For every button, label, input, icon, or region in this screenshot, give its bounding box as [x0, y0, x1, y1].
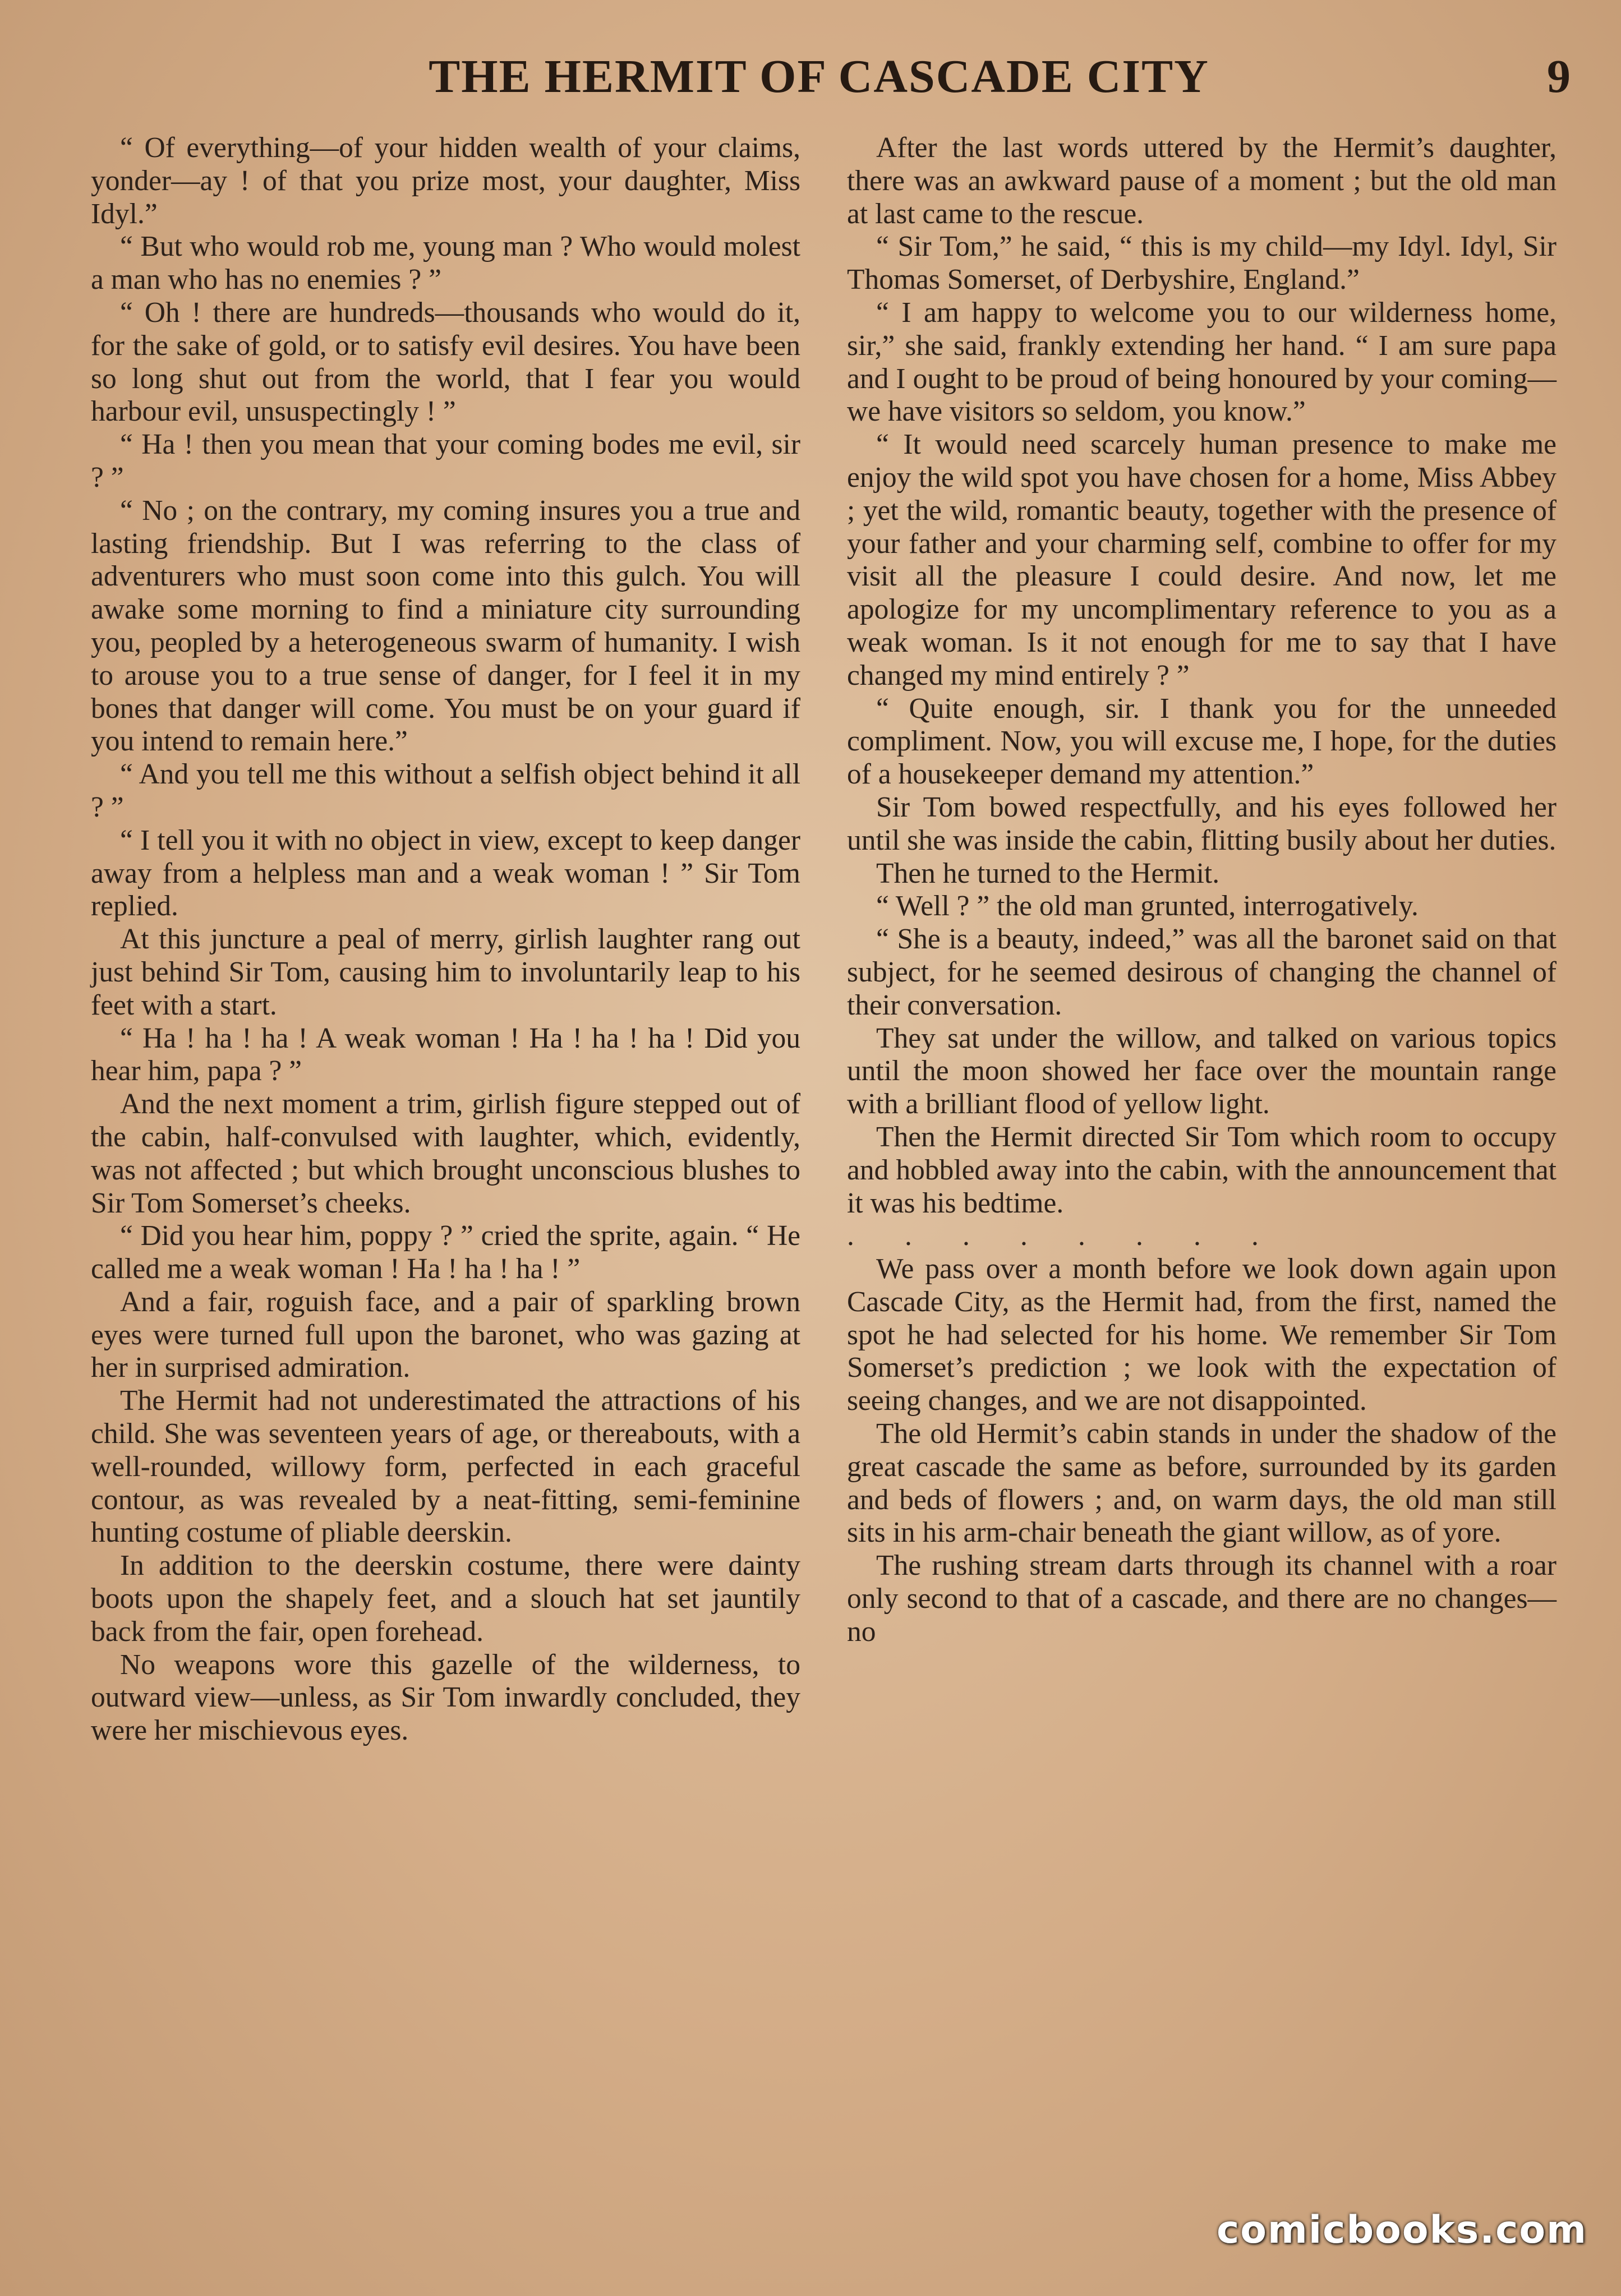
paragraph: After the last words uttered by the Hermit’s daughter, there was an awkward pause of a moment ; but the old man at last came to the rescue. [847, 132, 1556, 230]
paragraph: Then he turned to the Hermit. [876, 857, 1220, 889]
paragraph: “ And you tell me this without a selfish object behind it all ? ” [91, 758, 800, 823]
paragraph: “ No ; on the contrary, my coming insures you a true and lasting friendship. But I was referring to the class of adventurers who must soon come into this gulch. You will awake some morning to find a miniature city surrounding you, peopled by a heterogeneous swarm of humanity. I wish to arouse you to a true sense of danger, for I feel it in my bones that danger will come. You must be on your guard if you intend to remain here.” [91, 494, 800, 758]
right-column [847, 132, 1556, 1649]
paragraph: “ But who would rob me, young man ? Who would molest a man who has no enemies ? ” [91, 230, 800, 296]
paragraph: The rushing stream darts through its channel with a roar only second to that of a cascade, and there are no changes—no [847, 1550, 1556, 1648]
page-number: 9 [1547, 50, 1571, 103]
paragraph: No weapons wore this gazelle of the wilderness, to outward view—unless, as Sir Tom inwardly concluded, they were her mischievous eyes. [91, 1648, 800, 1747]
paragraph: “ I am happy to welcome you to our wilderness home, sir,” she said, frankly extending her hand. “ I am sure papa and I ought to be proud of being honoured by your coming—we have visitors so seldom, you know.” [847, 296, 1556, 428]
page-title: THE HERMIT OF CASCADE CITY [429, 50, 1209, 103]
paragraph: And a fair, roguish face, and a pair of sparkling brown eyes were turned full upon the baronet, who was gazing at her in surprised admiration. [91, 1285, 800, 1384]
watermark: comicbooks.com [1216, 2208, 1587, 2252]
running-header [0, 44, 1621, 111]
paragraph: “ Oh ! there are hundreds—thousands who would do it, for the sake of gold, or to satisfy evil desires. You have been so long shut out from the world, that I fear you would harbour evil, unsuspectingly ! ” [91, 296, 800, 428]
paragraph: “ Quite enough, sir. I thank you for the unneeded compliment. Now, you will excuse me, I hope, for the duties of a housekeeper demand my attention.” [847, 692, 1556, 791]
paragraph: And the next moment a trim, girlish figure stepped out of the cabin, half-convulsed with laughter, which, evidently, was not affected ; but which brought unconscious blushes to Sir Tom Somerset’s cheeks. [91, 1088, 800, 1219]
paragraph: “ Ha ! ha ! ha ! A weak woman ! Ha ! ha ! ha ! Did you hear him, papa ? ” [91, 1022, 800, 1087]
paragraph: “ Of everything—of your hidden wealth of your claims, yonder—ay ! of that you prize most, your daughter, Miss Idyl.” [91, 132, 800, 230]
paragraph: We pass over a month before we look down again upon Cascade City, as the Hermit had, from the first, named the spot he had selected for his home. We remember Sir Tom Somerset’s prediction ; we look with the expectation of seeing changes, and we are not disappointed. [847, 1253, 1556, 1417]
paragraph: “ I tell you it with no object in view, except to keep danger away from a helpless man and a weak woman ! ” Sir Tom replied. [91, 824, 800, 923]
paragraph: “ It would need scarcely human presence to make me enjoy the wild spot you have chosen for a home, Miss Abbey ; yet the wild, romantic beauty, together with the presence of your father and your charming self, combine to offer for my visit all the pleasure I could desire. And now, let me apologize for my uncomplimentary reference to you as a weak woman. Is it not enough for me to say that I have changed my mind entirely ? ” [847, 428, 1556, 691]
paragraph: Then the Hermit directed Sir Tom which room to occupy and hobbled away into the cabin, with the announcement that it was his bedtime. [847, 1121, 1556, 1219]
paragraph: At this juncture a peal of merry, girlish laughter rang out just behind Sir Tom, causing him to involuntarily leap to his feet with a start. [91, 923, 800, 1021]
paragraph: Sir Tom bowed respectfully, and his eyes followed her until she was inside the cabin, flitting busily about her duties. [847, 791, 1556, 856]
paragraph: “ Well ? ” the old man grunted, interrogatively. [876, 890, 1419, 923]
paragraph: They sat under the willow, and talked on various topics until the moon showed her face over the mountain range with a brilliant flood of yellow light. [847, 1022, 1556, 1121]
paragraph: The old Hermit’s cabin stands in under the shadow of the great cascade the same as before, surrounded by its garden and beds of flowers ; and, on warm days, the old man still sits in his arm-chair beneath the giant willow, as of yore. [847, 1418, 1556, 1549]
paragraph: “ Ha ! then you mean that your coming bodes me evil, sir ? ” [91, 428, 800, 494]
paragraph: “ She is a beauty, indeed,” was all the baronet said on that subject, for he seemed desirous of changing the channel of their conversation. [847, 923, 1556, 1021]
paragraph: “ Sir Tom,” he said, “ this is my child—my Idyl. Idyl, Sir Thomas Somerset, of Derbyshire, England.” [847, 230, 1556, 296]
left-column [91, 132, 800, 1748]
section-break-dots: . . . . . . . . [847, 1220, 1259, 1252]
paragraph: The Hermit had not underestimated the attractions of his child. She was seventeen years of age, or thereabouts, with a well-rounded, willowy form, perfected in each graceful contour, as was revealed by a neat-fitting, semi-feminine hunting costume of pliable deerskin. [91, 1385, 800, 1549]
paragraph: In addition to the deerskin costume, there were dainty boots upon the shapely feet, and a slouch hat set jauntily back from the fair, open forehead. [91, 1550, 800, 1648]
paragraph: “ Did you hear him, poppy ? ” cried the sprite, again. “ He called me a weak woman ! Ha ! ha ! ha ! ” [91, 1220, 800, 1285]
